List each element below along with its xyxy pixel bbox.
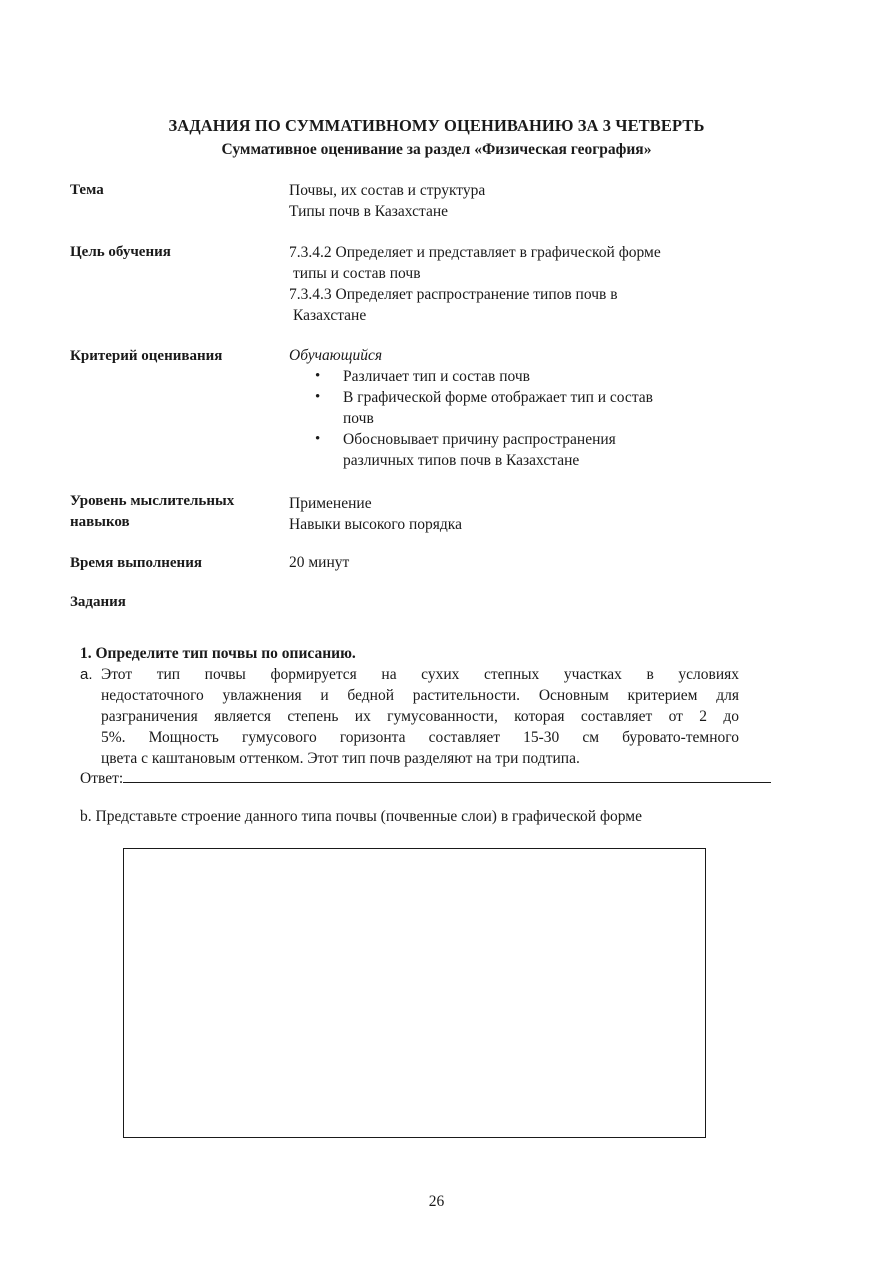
answer-input-line[interactable]	[123, 768, 771, 783]
drawing-answer-box[interactable]	[123, 848, 706, 1138]
page-title: ЗАДАНИЯ ПО СУММАТИВНОМУ ОЦЕНИВАНИЮ ЗА 3 ЧЕТВЕРТЬ	[168, 116, 705, 135]
bullet-icon: •	[315, 431, 321, 447]
bullet-icon: •	[315, 368, 321, 384]
goal-line: 7.3.4.2 Определяет и представляет в графической форме	[289, 244, 661, 261]
topic-value	[289, 180, 759, 222]
task-a-line: 5%. Мощность гумусового горизонта составляет 15-30 см буровато-темного	[101, 729, 739, 746]
task-a-line: разграничения является степень их гумусованности, которая составляет от 2 до	[101, 708, 739, 725]
criteria-list	[289, 366, 759, 471]
tasks-heading: Задания	[70, 594, 126, 610]
goal-line: Казахстане	[293, 307, 367, 324]
page-subtitle: Суммативное оценивание за раздел «Физическая география»	[221, 141, 652, 158]
bullet-icon: •	[315, 389, 321, 405]
task-a-line: цвета с каштановым оттенком. Этот тип почв разделяют на три подтипа.	[101, 750, 580, 767]
thinking-line: Применение	[289, 495, 372, 512]
criteria-item-line: почв	[343, 410, 374, 427]
goal-label: Цель обучения	[70, 244, 171, 260]
answer-label: Ответ:	[80, 770, 124, 787]
goal-line: типы и состав почв	[293, 265, 421, 282]
time-value-text: 20 минут	[289, 554, 350, 571]
topic-label: Тема	[70, 182, 104, 198]
goal-value	[289, 242, 759, 326]
criteria-item-line: В графической форме отображает тип и состав	[343, 389, 653, 406]
criteria-label: Критерий оценивания	[70, 348, 223, 364]
criteria-item	[289, 429, 759, 471]
criteria-item-line: различных типов почв в Казахстане	[343, 452, 580, 469]
thinking-label-line: Уровень мыслительных	[70, 493, 235, 509]
topic-line: Почвы, их состав и структура	[289, 182, 486, 199]
criteria-intro: Обучающийся	[289, 347, 383, 364]
thinking-line: Навыки высокого порядка	[289, 516, 462, 533]
criteria-item	[289, 366, 759, 387]
criteria-item-line: Различает тип и состав почв	[343, 368, 530, 385]
time-label: Время выполнения	[70, 555, 202, 571]
task1-heading: 1. Определите тип почвы по описанию.	[80, 645, 356, 662]
criteria-item-line: Обосновывает причину распространения	[343, 431, 616, 448]
thinking-value	[289, 493, 759, 535]
task-b-text: b. Представьте строение данного типа почвы (почвенные слои) в графической форме	[80, 808, 642, 825]
task-a-line: Этот тип почвы формируется на сухих степных участках в условиях	[101, 666, 739, 683]
criteria-item	[289, 387, 759, 429]
goal-line: 7.3.4.3 Определяет распространение типов почв в	[289, 286, 618, 303]
answer-row	[80, 768, 771, 788]
thinking-label	[70, 491, 280, 533]
task-a-letter: a.	[80, 666, 93, 683]
thinking-label-line: навыков	[70, 514, 130, 530]
topic-line: Типы почв в Казахстане	[289, 203, 449, 220]
time-value	[289, 552, 759, 573]
criteria-value	[289, 345, 759, 471]
task-a-line: недостаточного увлажнения и бедной растительности. Основным критерием для	[101, 687, 739, 704]
page-number: 26	[428, 1193, 445, 1210]
task-a-text	[101, 664, 739, 769]
